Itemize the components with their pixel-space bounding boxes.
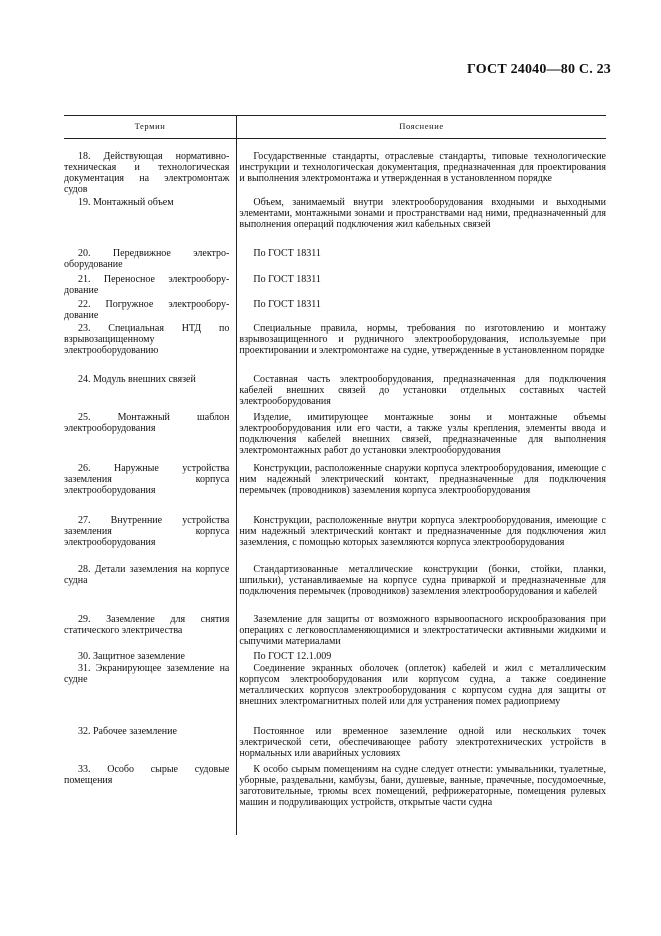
definition-cell: Специальные правила, нормы, требования по изготовлению и монтажу взрывозащищенного и рудничного электрооборудования, используемые при проектировании и электромонтаже на судне, утвержденные в установленном порядке: [239, 323, 606, 356]
table-header-rule: [64, 138, 606, 139]
term-cell: 23. Специальная НТД по взрывозащищенному электрооборудованию: [64, 323, 230, 356]
definition-cell: По ГОСТ 18311: [253, 248, 321, 259]
table-top-rule: [64, 115, 606, 116]
column-header-explanation: Пояснение: [399, 121, 444, 131]
terms-table: [64, 151, 606, 830]
term-cell: 27. Внутренние устройства заземления корпуса электрооборудования: [64, 515, 230, 548]
term-cell: 29. Заземление для снятия статического электричества: [64, 614, 230, 636]
definition-cell: К особо сырым помещениям на судне следует отнести: умывальники, туалетные, уборные, раздевальни, камбузы, бани, душевые, ванные, прачечные, посудомоечные, заготовительные, трюмы всех помещений, рефрижераторные, помещения рулевых машин и подруливающих устройств, открытые части судна: [239, 764, 606, 808]
page-header: ГОСТ 24040—80 С. 23: [467, 62, 611, 77]
term-cell: 31. Экранирующее заземление на судне: [64, 663, 230, 685]
term-cell: 20. Передвижное электро-оборудование: [64, 248, 230, 270]
table-row: [64, 614, 606, 651]
definition-cell: Конструкции, расположенные внутри корпуса электрооборудования, имеющие с ним надежный электрический контакт и предназначенные для подключения жил заземления, с помощью которых заземляются корпуса электрооборудования: [239, 515, 606, 548]
term-cell: 22. Погружное электрообору-дование: [64, 299, 230, 321]
term-cell: 24. Модуль внешних связей: [78, 374, 196, 385]
definition-cell: По ГОСТ 18311: [253, 299, 321, 310]
table-row: [64, 412, 606, 463]
definition-cell: Заземление для защиты от возможного взрывоопасного искрообразования при операциях с легковоспламеняющимися и электростатически активными жидкими и сыпучими материалами: [239, 614, 606, 647]
definition-cell: Соединение экранных оболочек (оплеток) кабелей и жил с металлическим корпусом электрооборудования или корпусом судна, а также соединение металлических корпусов электрооборудования с корпусом судна для защиты от внешних электромагнитных полей или для устранения помех радиоприему: [239, 663, 606, 707]
definition-cell: Стандартизованные металлические конструкции (бонки, стойки, планки, шпильки), устанавливаемые на корпусе судна приваркой и предназначенные для подключения перемычек (проводников) заземления электрооборудования и кабелей: [239, 564, 606, 597]
term-cell: 18. Действующая нормативно-техническая и технологическая документация на электромонтаж судов: [64, 151, 230, 195]
definition-cell: Постоянное или временное заземление одной или нескольких точек электрической сети, обеспечивающее работу электротехнических устройств в нормальных или аварийных условиях: [239, 726, 606, 759]
definition-cell: По ГОСТ 12.1.009: [253, 651, 332, 662]
table-row: [64, 374, 606, 412]
term-cell: 25. Монтажный шаблон электрооборудования: [64, 412, 230, 434]
table-row: [64, 274, 606, 299]
table-row: [64, 651, 606, 663]
table-row: [64, 463, 606, 515]
definition-cell: По ГОСТ 18311: [253, 274, 321, 285]
term-cell: 26. Наружные устройства заземления корпуса электрооборудования: [64, 463, 230, 496]
table-row: [64, 248, 606, 274]
definition-cell: Объем, занимаемый внутри электрооборудования входными и выходными элементами, монтажными зонами и пространствами над ними, предназначенный для выполнения операций подключения жил кабельных связей: [239, 197, 606, 230]
table-row: [64, 764, 606, 830]
definition-cell: Конструкции, расположенные снаружи корпуса электрооборудования, имеющие с ним надежный электрический контакт, предназначенные для подключения перемычек (проводников) заземления корпуса электрооборудования: [239, 463, 606, 496]
term-cell: 33. Особо сырые судовые помещения: [64, 764, 230, 786]
table-row: [64, 323, 606, 374]
definition-cell: Составная часть электрооборудования, предназначенная для подключения кабелей внешних связей до установки отдельных составных частей электрооборудования: [239, 374, 606, 407]
table-row: [64, 663, 606, 726]
definition-cell: Государственные стандарты, отраслевые стандарты, типовые технологические инструкции и технологическая документация, предназначенная для проектирования и выполнения электромонтажа и утвержденная в установленном порядке: [239, 151, 606, 184]
term-cell: 30. Защитное заземление: [78, 651, 185, 662]
table-row: [64, 299, 606, 323]
table-row: [64, 197, 606, 248]
table-row: [64, 151, 606, 197]
term-cell: 21. Переносное электрообору-дование: [64, 274, 230, 296]
column-header-term: Термин: [134, 121, 166, 131]
table-row: [64, 726, 606, 764]
term-cell: 28. Детали заземления на корпусе судна: [64, 564, 230, 586]
term-cell: 32. Рабочее заземление: [78, 726, 177, 737]
table-row: [64, 515, 606, 564]
definition-cell: Изделие, имитирующее монтажные зоны и монтажные объемы электрооборудования или его части, а также узлы крепления, элементы ввода и подключения кабелей внешних связей, предназначенные для выполнения электромонтажных работ до установки электрооборудования: [239, 412, 606, 456]
term-cell: 19. Монтажный объем: [78, 197, 174, 208]
table-row: [64, 564, 606, 614]
